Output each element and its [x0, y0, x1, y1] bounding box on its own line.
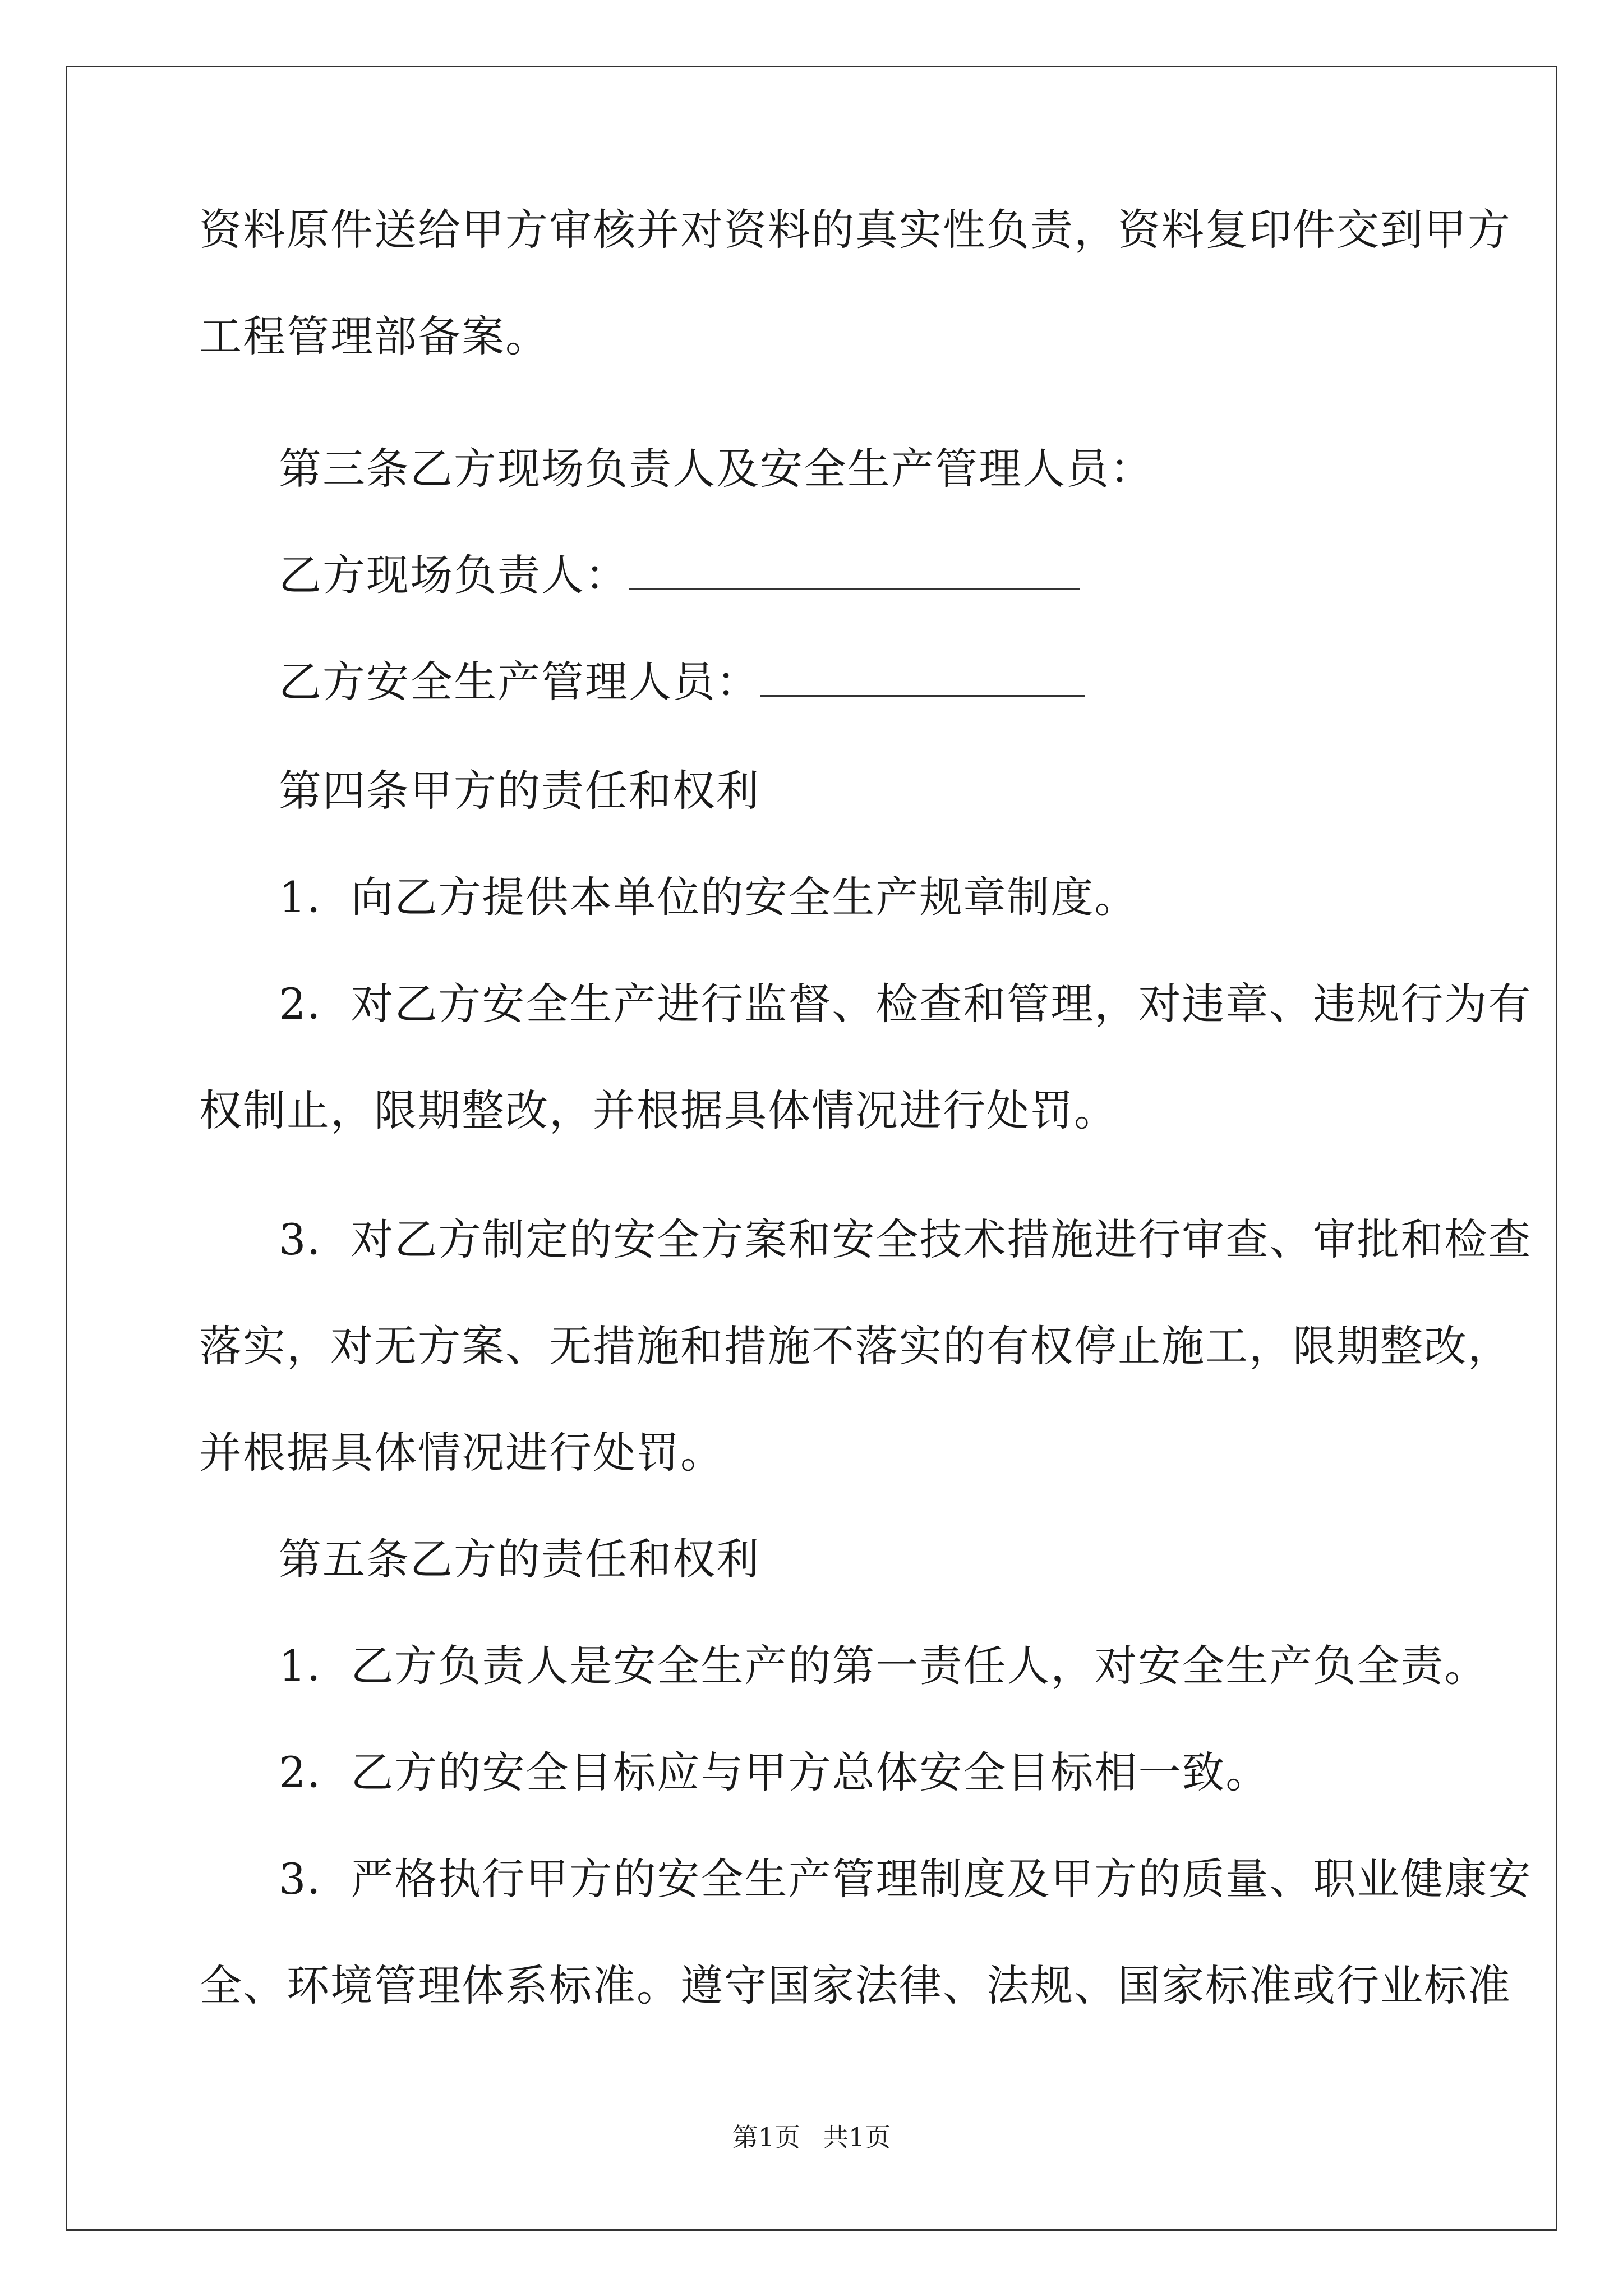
- text-line: 工程管理部备案。: [199, 311, 549, 361]
- text-line: 3．严格执行甲方的安全生产管理制度及甲方的质量、职业健康安: [279, 1854, 1532, 1904]
- text-line: 权制止，限期整改，并根据具体情况进行处罚。: [199, 1085, 1118, 1135]
- text-line: 资料原件送给甲方审核并对资料的真实性负责，资料复印件交到甲方: [199, 205, 1511, 255]
- field-row: [279, 654, 1085, 710]
- text-line: 落实，对无方案、无措施和措施不落实的有权停止施工，限期整改，: [199, 1321, 1511, 1371]
- text-line: 1．向乙方提供本单位的安全生产规章制度。: [279, 872, 1138, 922]
- safety-manager-label: 乙方安全生产管理人员：: [279, 657, 760, 707]
- safety-manager-blank: [760, 656, 1085, 697]
- section-heading: 第三条乙方现场负责人及安全生产管理人员：: [279, 444, 1154, 494]
- text-line: 3．对乙方制定的安全方案和安全技术措施进行审查、审批和检查: [279, 1214, 1532, 1264]
- text-line: 并根据具体情况进行处罚。: [199, 1428, 724, 1478]
- field-row: [279, 547, 1080, 604]
- page-total: 共1页: [823, 2122, 891, 2152]
- page-number: 第1页: [732, 2122, 800, 2152]
- section-heading: 第四条甲方的责任和权利: [279, 766, 760, 816]
- page-footer: [0, 2120, 1623, 2154]
- site-manager-label: 乙方现场负责人：: [279, 550, 629, 600]
- text-line: 全、环境管理体系标准。遵守国家法律、法规、国家标准或行业标准: [199, 1961, 1511, 2010]
- text-line: 1．乙方负责人是安全生产的第一责任人，对安全生产负全责。: [279, 1641, 1488, 1691]
- text-line: 2．乙方的安全目标应与甲方总体安全目标相一致。: [279, 1747, 1270, 1797]
- site-manager-blank: [629, 549, 1080, 590]
- text-line: 2．对乙方安全生产进行监督、检查和管理，对违章、违规行为有: [279, 979, 1532, 1029]
- section-heading: 第五条乙方的责任和权利: [279, 1534, 760, 1584]
